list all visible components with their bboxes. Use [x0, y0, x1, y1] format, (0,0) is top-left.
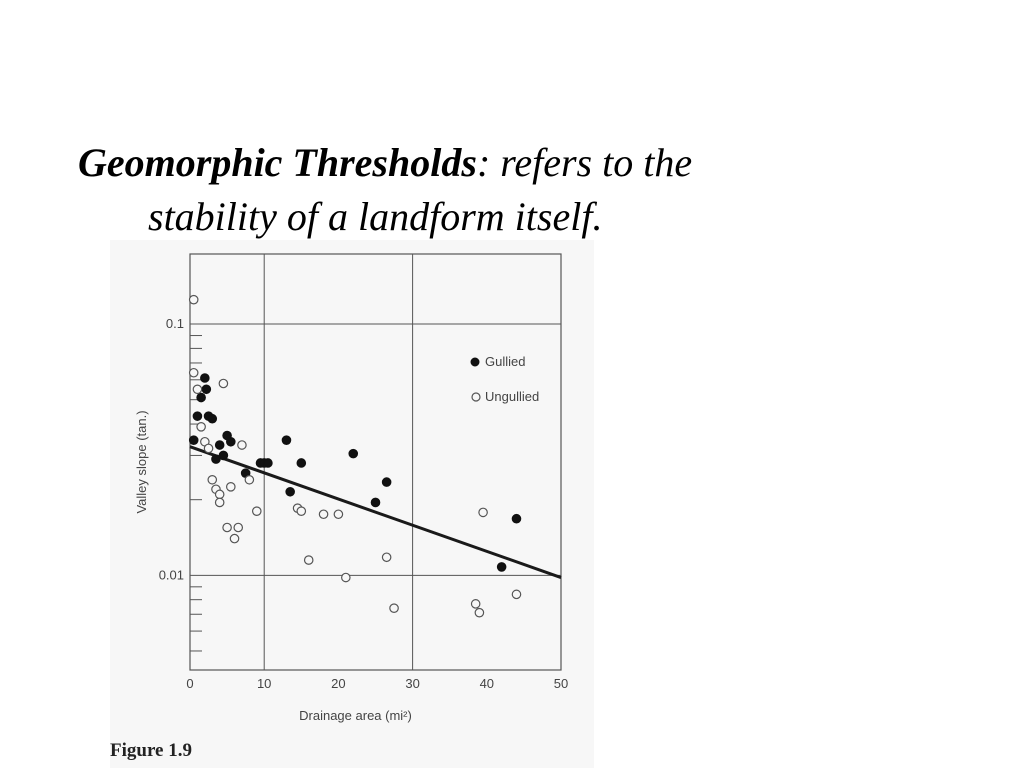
ungullied-point — [390, 604, 398, 612]
ungullied-point — [253, 507, 261, 515]
gullied-point — [497, 563, 505, 571]
ungullied-point — [208, 476, 216, 484]
gullied-point — [202, 385, 210, 393]
gullied-point — [219, 451, 227, 459]
x-tick-label: 50 — [553, 676, 569, 691]
x-tick-label: 20 — [331, 676, 346, 691]
gullied-point — [512, 515, 520, 523]
ungullied-point — [193, 385, 201, 393]
ungullied-point — [297, 507, 305, 515]
gullied-point — [264, 459, 272, 467]
scatter-chart — [110, 240, 594, 740]
ungullied-point — [204, 444, 212, 452]
heading-definition-end: stability of a landform itself. — [148, 194, 603, 239]
gullied-point — [227, 438, 235, 446]
y-tick-label: 0.01 — [158, 567, 184, 583]
plot-frame — [190, 254, 561, 670]
x-tick-label: 40 — [479, 676, 495, 691]
gullied-point — [201, 374, 209, 382]
y-axis-label: Valley slope (tan.) — [134, 410, 149, 514]
legend-ungullied-marker — [472, 393, 480, 401]
ungullied-point — [305, 556, 313, 564]
gullied-point — [190, 436, 198, 444]
ungullied-point — [342, 573, 350, 581]
x-tick-label: 0 — [186, 676, 194, 691]
gullied-point — [193, 412, 201, 420]
ungullied-point — [227, 483, 235, 491]
x-tick-label: 30 — [405, 676, 420, 691]
ungullied-point — [475, 609, 483, 617]
legend-ungullied-label: Ungullied — [485, 389, 540, 404]
gullied-point — [282, 436, 290, 444]
ungullied-point — [238, 441, 246, 449]
ungullied-point — [319, 510, 327, 518]
trend-line — [190, 447, 561, 578]
legend-gullied-label: Gullied — [485, 354, 526, 369]
gullied-point — [371, 498, 379, 506]
ungullied-point — [234, 523, 242, 531]
x-tick-label: 10 — [256, 676, 272, 691]
legend — [471, 354, 539, 404]
grid-layer — [190, 254, 561, 670]
gullied-point — [208, 415, 216, 423]
ungullied-point — [334, 510, 342, 518]
trend-layer — [190, 447, 561, 578]
slide-heading — [78, 136, 958, 244]
ungullied-point — [245, 476, 253, 484]
gullied-point — [297, 459, 305, 467]
ungullied-point — [190, 295, 198, 303]
ungullied-point — [512, 590, 520, 598]
ungullied-point — [471, 600, 479, 608]
ungullied-point — [382, 553, 390, 561]
heading-definition-start: : refers to the — [476, 140, 693, 185]
gullied-point — [286, 488, 294, 496]
ungullied-point — [215, 490, 223, 498]
x-axis-label: Drainage area (mi²) — [299, 708, 412, 723]
ungullied-point — [219, 379, 227, 387]
ungullied-point — [190, 369, 198, 377]
ungullied-point — [223, 523, 231, 531]
gullied-point — [349, 449, 357, 457]
heading-term: Geomorphic Thresholds — [78, 140, 477, 185]
gullied-point — [382, 478, 390, 486]
point-layer — [190, 295, 521, 616]
ungullied-point — [230, 534, 238, 542]
legend-gullied-marker — [471, 358, 479, 366]
gullied-point — [197, 393, 205, 401]
y-tick-label: 0.1 — [165, 316, 184, 332]
ungullied-point — [215, 498, 223, 506]
ungullied-point — [479, 508, 487, 516]
ungullied-point — [197, 423, 205, 431]
gullied-point — [215, 441, 223, 449]
figure-caption: Figure 1.9 — [110, 740, 192, 761]
figure-panel — [110, 240, 594, 768]
